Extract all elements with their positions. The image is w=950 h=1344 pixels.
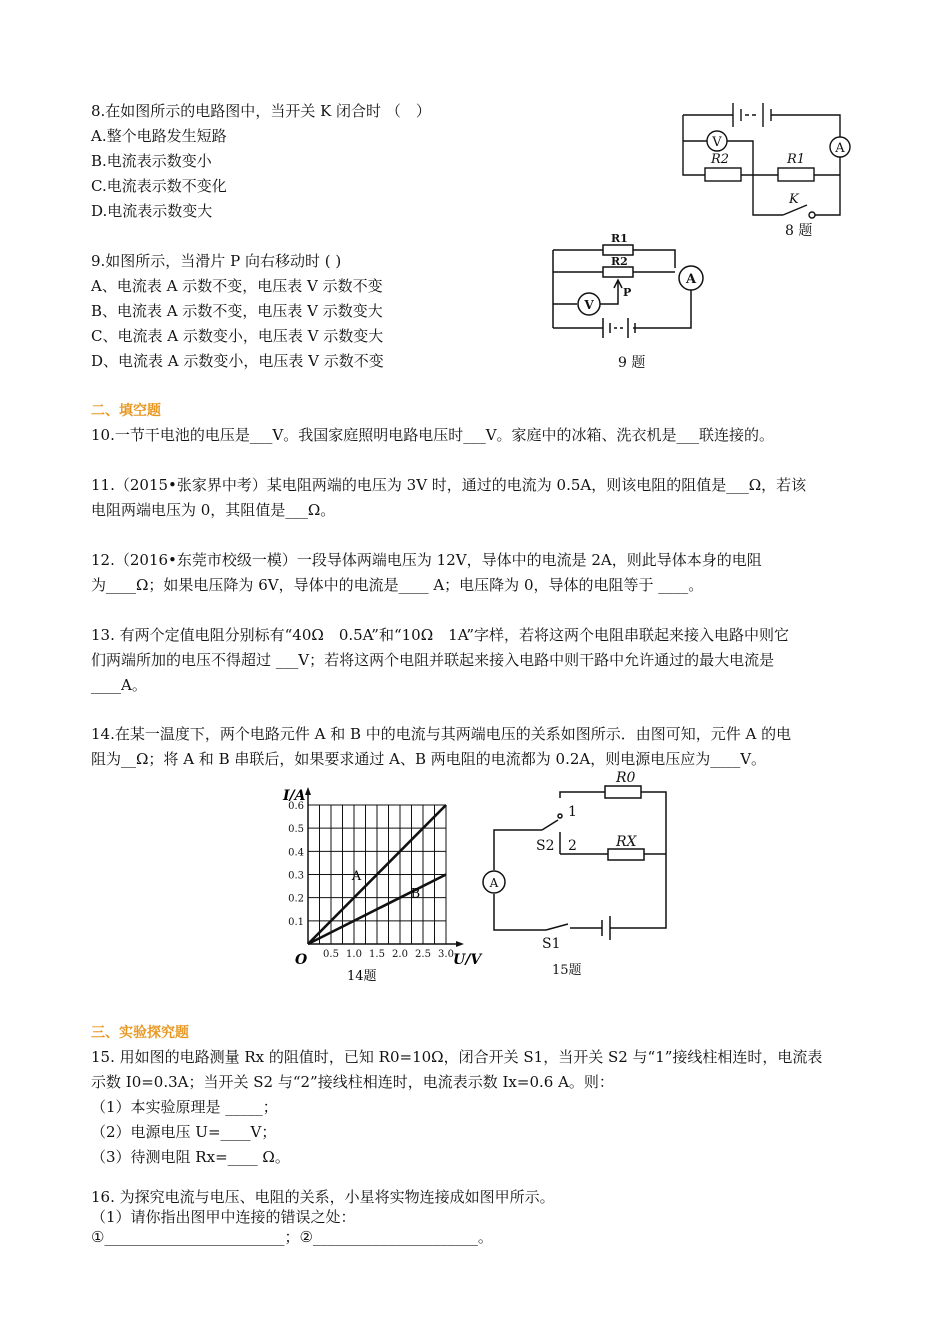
voltmeter-label: V [712, 135, 722, 150]
q15-sub-3: （3）待测电阻 Rx=____ Ω。 [91, 1148, 290, 1166]
q8-option-d: D.电流表示数变大 [91, 202, 213, 220]
q16-line-3: ①________________________；②______________________。 [91, 1228, 493, 1246]
r1-label: R1 [787, 152, 806, 167]
q15-ammeter-label: A [489, 876, 499, 890]
q8-circuit-diagram [675, 95, 865, 240]
y-tick-label: 0.3 [288, 870, 304, 882]
q9-option-d: D、电流表 A 示数变小，电压表 V 示数不变 [91, 352, 384, 370]
chart-x-axis-label: U/V [453, 952, 482, 968]
y-tick-label: 0.1 [288, 916, 304, 928]
q8-option-c: C.电流表示数不变化 [91, 177, 227, 195]
terminal-2-label: 2 [568, 838, 577, 854]
iu-chart [275, 782, 490, 987]
switch-k-label: K [789, 192, 799, 207]
r2-label: R2 [711, 152, 730, 167]
y-tick-label: 0.2 [288, 893, 304, 905]
q9-ammeter-label: A [685, 272, 697, 287]
y-axis-arrow [305, 787, 311, 795]
x-tick-label: 2.5 [415, 949, 431, 960]
q14-line-1: 14.在某一温度下，两个电路元件 A 和 B 中的电流与其两端电压的关系如图所示．由图可知，元件 A 的电 [91, 725, 792, 743]
chart-caption: 14题 [347, 969, 377, 984]
q12-line-1: 12.（2016•东莞市校级一模）一段导体两端电压为 12V，导体中的电流是 2A，则此导体本身的电阻 [91, 551, 762, 569]
q15-line-1: 15. 用如图的电路测量 Rx 的阻值时，已知 R0=10Ω，闭合开关 S1，当开关 S2 与“1”接线柱相连时，电流表 [91, 1048, 823, 1066]
section-fill-in-heading: 二、填空题 [91, 403, 161, 419]
q8-option-a: A.整个电路发生短路 [91, 127, 227, 145]
section-experiment-heading: 三、实验探究题 [91, 1025, 189, 1041]
switch-s2-label: S2 [536, 838, 555, 854]
series-b-label: B [410, 886, 421, 902]
q9-r2-label: R2 [611, 255, 628, 268]
x-tick-label: 3.0 [438, 949, 454, 960]
q9-stem: 9.如图所示，当滑片 P 向右移动时 ( ) [91, 252, 342, 270]
q8-option-b: B.电流表示数变小 [91, 152, 212, 170]
y-tick-label: 0.4 [288, 847, 304, 859]
q10-text: 10.一节干电池的电压是___V。我国家庭照明电路电压时___V。家庭中的冰箱、洗衣机是___联连接的。 [91, 426, 775, 444]
rx-label: RX [616, 834, 637, 850]
q15-line-2: 示数 I0=0.3A；当开关 S2 与“2”接线柱相连时，电流表示数 Ix=0.6 A。则： [91, 1073, 614, 1091]
q13-line-3: ____A。 [91, 676, 147, 694]
ammeter-label: A [835, 141, 845, 156]
switch-s1-label: S1 [542, 936, 561, 952]
q12-line-2: 为____Ω；如果电压降为 6V，导体中的电流是____ A；电压降为 0，导体的电阻等于 ____。 [91, 576, 704, 594]
x-tick-label: 2.0 [392, 949, 408, 960]
q15-figure-caption: 15题 [552, 963, 582, 978]
q11-line-2: 电阻两端电压为 0，其阻值是___Ω。 [91, 501, 336, 519]
x-tick-label: 1.5 [369, 949, 385, 960]
terminal-1-label: 1 [568, 804, 577, 820]
x-axis-arrow [456, 941, 464, 947]
q8-stem: 8.在如图所示的电路图中，当开关 K 闭合时 （ ） [91, 102, 431, 120]
q16-line-2: （1）请你指出图甲中连接的错误之处： [91, 1208, 356, 1226]
r0-label: R0 [616, 770, 636, 786]
chart-origin-label: O [295, 952, 308, 968]
q8-figure-caption: 8 题 [785, 223, 813, 239]
q9-r1-label: R1 [611, 232, 628, 245]
y-tick-label: 0.6 [288, 801, 304, 812]
q11-line-1: 11.（2015•张家界中考）某电阻两端的电压为 3V 时，通过的电流为 0.5A，则该电阻的阻值是___Ω，若该 [91, 476, 807, 494]
q13-line-1: 13. 有两个定值电阻分别标有“40Ω 0.5A”和“10Ω 1A”字样，若将这两个电阻串联起来接入电路中则它 [91, 626, 790, 644]
x-tick-label: 0.5 [323, 949, 339, 960]
q9-circuit-diagram [545, 230, 715, 345]
q15-sub-2: （2）电源电压 U=____V； [91, 1123, 277, 1141]
q9-option-c: C、电流表 A 示数变小，电压表 V 示数变大 [91, 327, 384, 345]
chart-y-axis-label: I/A [283, 788, 306, 804]
q9-figure-caption: 9 题 [618, 355, 646, 371]
q9-voltmeter-label: V [584, 298, 594, 312]
x-tick-label: 1.0 [346, 949, 362, 960]
q16-line-1: 16. 为探究电流与电压、电阻的关系，小星将实物连接成如图甲所示。 [91, 1188, 555, 1206]
q15-sub-1: （1）本实验原理是 _____； [91, 1098, 278, 1116]
q9-option-a: A、电流表 A 示数不变，电压表 V 示数不变 [91, 277, 383, 295]
q13-line-2: 们两端所加的电压不得超过 ___V；若将这两个电阻并联起来接入电路中则干路中允许通过的最大电流是 [91, 651, 775, 669]
series-a-label: A [351, 868, 362, 884]
q14-line-2: 阻为__Ω；将 A 和 B 串联后，如果要求通过 A、B 两电阻的电流都为 0.2A，则电源电压应为____V。 [91, 750, 767, 768]
q9-option-b: B、电流表 A 示数不变，电压表 V 示数变大 [91, 302, 383, 320]
y-tick-label: 0.5 [288, 824, 304, 836]
slider-p-label: P [623, 286, 632, 299]
q15-circuit-diagram [480, 770, 680, 985]
